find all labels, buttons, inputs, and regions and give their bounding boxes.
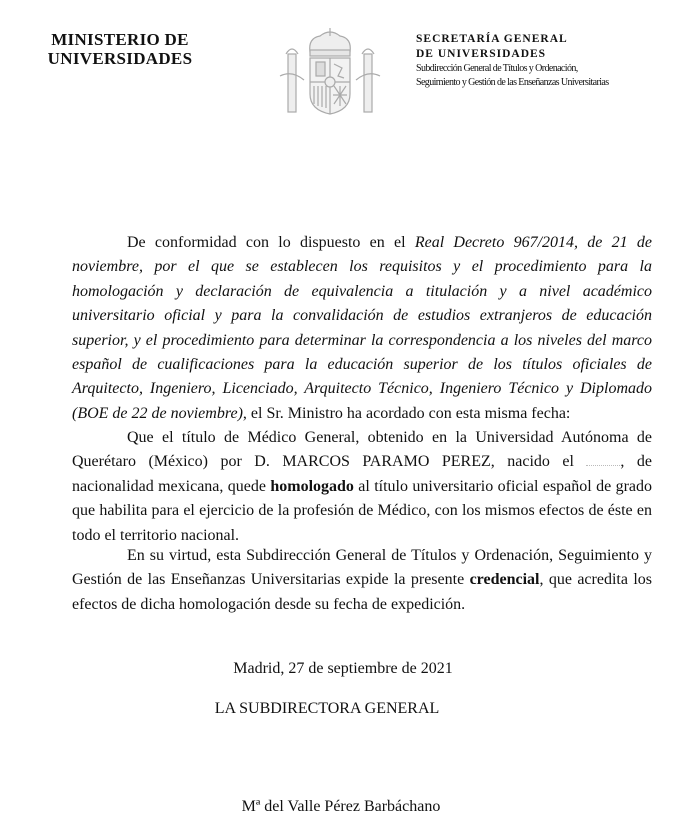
credencial-emphasis: credencial [469,571,540,589]
paragraph-resolution [72,426,652,548]
ministry-name [40,30,200,68]
legal-basis-lead: De conformidad con lo dispuesto en el [127,234,415,251]
subdireccion-line-1: Subdirección General de Títulos y Ordenación, [416,63,578,74]
legal-basis-tail: , el Sr. Ministro ha acordado con esta misma fecha: [242,404,571,422]
subdireccion-line-2: Seguimiento y Gestión de las Enseñanzas Universitarias [416,77,609,88]
signatory-role: LA SUBDIRECTORA GENERAL [214,700,440,717]
paragraph-credential [72,544,652,617]
ministry-line-2: UNIVERSIDADES [47,49,193,68]
paragraph-legal-basis [72,231,652,426]
signatory-name: Mª del Valle Pérez Barbáchano [241,798,441,815]
spain-coat-of-arms-icon [270,24,390,116]
homologado-emphasis: homologado [270,477,354,495]
ministry-line-1: MINISTERIO DE [51,30,189,49]
resolution-part-1: Que el título de Médico General, obtenido en la Universidad Autónoma de Querétaro (México) por D. MARCOS PARAMO PEREZ, nacido el [72,429,652,471]
redacted-birthdate [586,455,620,466]
resolution-part-3: al título universitario oficial español de grado que habilita para el ejercicio de la profesión de Médico, con los mismos efectos de éste en todo el territorio nacional. [72,477,652,544]
secretaria-block [416,32,686,90]
resolution-part-2: , de nacionalidad mexicana, quede [72,453,652,495]
secretaria-title-line-2: DE UNIVERSIDADES [416,48,547,60]
credential-part-1: En su virtud, esta Subdirección General de Títulos y Ordenación, Seguimiento y Gestión de las Enseñanzas Universitarias expide la presente [72,547,652,589]
place-date: Madrid, 27 de septiembre de 2021 [233,660,453,677]
decree-reference: Real Decreto 967/2014, de 21 de noviembre, por el que se establecen los requisitos y el procedimiento para la homologación y declaración de equivalencia a titulación y a nivel académico universitario oficial y para la convalidación de estudios extranjeros de educación superior, y el procedimiento para determinar la correspondencia a los niveles del marco español de cualificaciones para la educación superior de los títulos oficiales de Arquitecto, Ingeniero, Licenciado, Arquitecto Técnico, Ingeniero Técnico y Diplomado (BOE de 22 de noviembre) [72,234,653,422]
credential-part-2: , que acredita los efectos de dicha homologación desde su fecha de expedición. [72,571,653,613]
secretaria-title-line-1: SECRETARÍA GENERAL [416,33,568,45]
